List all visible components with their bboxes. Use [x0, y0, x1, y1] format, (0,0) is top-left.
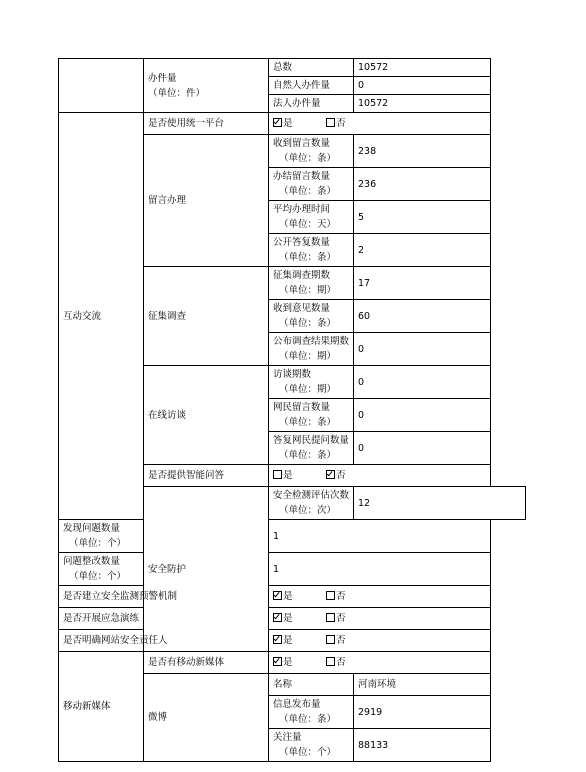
metric-name-cell — [269, 729, 354, 762]
security-check-label: 是否建立安全监测预警机制 — [59, 586, 144, 608]
handling-unit: （单位：件） — [148, 87, 206, 99]
metric-name: 平均办理时间 — [273, 204, 331, 215]
metric-name: 安全检测评估次数 — [273, 490, 350, 501]
metric-name-cell — [269, 366, 354, 399]
checkbox-checked-icon[interactable] — [273, 613, 282, 622]
metric-name: 问题整改数量 — [63, 556, 121, 567]
handling-row-value: 10572 — [354, 59, 491, 77]
handling-row-value: 10572 — [354, 95, 491, 113]
metric-name-cell — [59, 553, 144, 586]
metric-name: 网民留言数量 — [273, 402, 331, 413]
metric-name-cell — [269, 234, 354, 267]
metric-value: 236 — [354, 168, 491, 201]
option-no: 否 — [336, 613, 346, 624]
option-yes: 是 — [283, 470, 293, 481]
interview-label: 在线访谈 — [144, 366, 269, 465]
checkbox-empty-icon[interactable] — [326, 613, 335, 622]
security-section-label: 安全防护 — [144, 487, 269, 652]
option-no: 否 — [336, 657, 346, 668]
metric-value: 1 — [269, 553, 491, 586]
checkbox-empty-icon[interactable] — [326, 591, 335, 600]
metric-value: 2919 — [354, 696, 491, 729]
handling-row-value: 0 — [354, 77, 491, 95]
blank-section-cell — [59, 59, 144, 113]
metric-unit: （单位：个） — [69, 571, 127, 582]
metric-unit: （单位：天） — [279, 219, 337, 230]
handling-row-name: 法人办件量 — [269, 95, 354, 113]
checkbox-empty-icon[interactable] — [326, 635, 335, 644]
metric-unit: （单位：条） — [279, 714, 337, 725]
metric-name-cell — [269, 487, 354, 520]
security-check-label: 是否开展应急演练 — [59, 608, 144, 630]
handling-row-name: 总数 — [269, 59, 354, 77]
metric-name: 关注量 — [273, 732, 302, 743]
metric-value: 88133 — [354, 729, 491, 762]
metric-name: 发现问题数量 — [63, 523, 121, 534]
metric-name: 公布调查结果期数 — [273, 336, 350, 347]
metric-unit: （单位：次） — [279, 505, 337, 516]
metric-unit: （单位：条） — [279, 186, 337, 197]
security-check-options — [269, 630, 491, 652]
metric-name-cell — [269, 135, 354, 168]
option-yes: 是 — [283, 657, 293, 668]
metric-unit: （单位：条） — [279, 153, 337, 164]
metric-name: 收到留言数量 — [273, 138, 331, 149]
unified-platform-options — [269, 113, 491, 135]
checkbox-empty-icon[interactable] — [273, 470, 282, 479]
option-yes: 是 — [283, 635, 293, 646]
interaction-section-label: 互动交流 — [59, 113, 144, 520]
handling-label: 办件量 — [148, 72, 177, 84]
security-check-options — [269, 608, 491, 630]
checkbox-checked-icon[interactable] — [273, 118, 282, 127]
handling-row-name: 自然人办件量 — [269, 77, 354, 95]
metric-name: 办结留言数量 — [273, 171, 331, 182]
option-no: 否 — [336, 118, 346, 129]
checkbox-checked-icon[interactable] — [273, 635, 282, 644]
has-media-options — [269, 652, 491, 674]
smart-qa-label: 是否提供智能问答 — [144, 465, 269, 487]
checkbox-checked-icon[interactable] — [273, 591, 282, 600]
metric-name: 公开答复数量 — [273, 237, 331, 248]
metric-value: 0 — [354, 399, 491, 432]
metric-name-cell — [269, 201, 354, 234]
metric-value: 0 — [354, 333, 491, 366]
metric-unit: （单位：条） — [279, 417, 337, 428]
metric-name-cell — [269, 432, 354, 465]
weibo-label: 微博 — [144, 674, 269, 762]
metric-value: 238 — [354, 135, 491, 168]
weibo-name-value: 河南环境 — [354, 674, 491, 696]
messages-label: 留言办理 — [144, 135, 269, 267]
metric-name: 信息发布量 — [273, 699, 321, 710]
metric-name-cell — [269, 168, 354, 201]
survey-label: 征集调查 — [144, 267, 269, 366]
checkbox-empty-icon[interactable] — [326, 657, 335, 666]
metric-unit: （单位：期） — [279, 285, 337, 296]
security-check-options — [269, 586, 491, 608]
has-media-label: 是否有移动新媒体 — [144, 652, 269, 674]
smart-qa-options — [269, 465, 491, 487]
metric-unit: （单位：条） — [279, 318, 337, 329]
metric-value: 0 — [354, 366, 491, 399]
checkbox-checked-icon[interactable] — [326, 470, 335, 479]
metric-unit: （单位：期） — [279, 384, 337, 395]
metric-value: 0 — [354, 432, 491, 465]
handling-label-cell — [144, 59, 269, 113]
metric-value: 17 — [354, 267, 491, 300]
metric-value: 12 — [354, 487, 526, 520]
metric-unit: （单位：个） — [69, 538, 127, 549]
metric-name: 答复网民提问数量 — [273, 435, 350, 446]
metric-name: 收到意见数量 — [273, 303, 331, 314]
option-no: 否 — [336, 591, 346, 602]
metric-name: 访谈期数 — [273, 369, 312, 380]
option-yes: 是 — [283, 118, 293, 129]
option-no: 否 — [336, 470, 346, 481]
metric-name-cell — [269, 333, 354, 366]
metric-unit: （单位：期） — [279, 351, 337, 362]
metric-value: 5 — [354, 201, 491, 234]
metric-unit: （单位：个） — [279, 747, 337, 758]
metric-name: 征集调查期数 — [273, 270, 331, 281]
weibo-name-label: 名称 — [269, 674, 354, 696]
checkbox-empty-icon[interactable] — [326, 118, 335, 127]
unified-platform-label: 是否使用统一平台 — [144, 113, 269, 135]
metric-name-cell — [269, 696, 354, 729]
metric-name-cell — [59, 520, 144, 553]
metric-unit: （单位：条） — [279, 252, 337, 263]
metric-value: 1 — [269, 520, 491, 553]
metric-name-cell — [269, 300, 354, 333]
option-no: 否 — [336, 635, 346, 646]
checkbox-checked-icon[interactable] — [273, 657, 282, 666]
metric-name-cell — [269, 267, 354, 300]
option-yes: 是 — [283, 591, 293, 602]
metric-unit: （单位：条） — [279, 450, 337, 461]
metric-value: 60 — [354, 300, 491, 333]
mobile-section-label: 移动新媒体 — [59, 652, 144, 762]
statistics-table — [58, 58, 526, 762]
option-yes: 是 — [283, 613, 293, 624]
metric-value: 2 — [354, 234, 491, 267]
security-check-label: 是否明确网站安全责任人 — [59, 630, 144, 652]
metric-name-cell — [269, 399, 354, 432]
